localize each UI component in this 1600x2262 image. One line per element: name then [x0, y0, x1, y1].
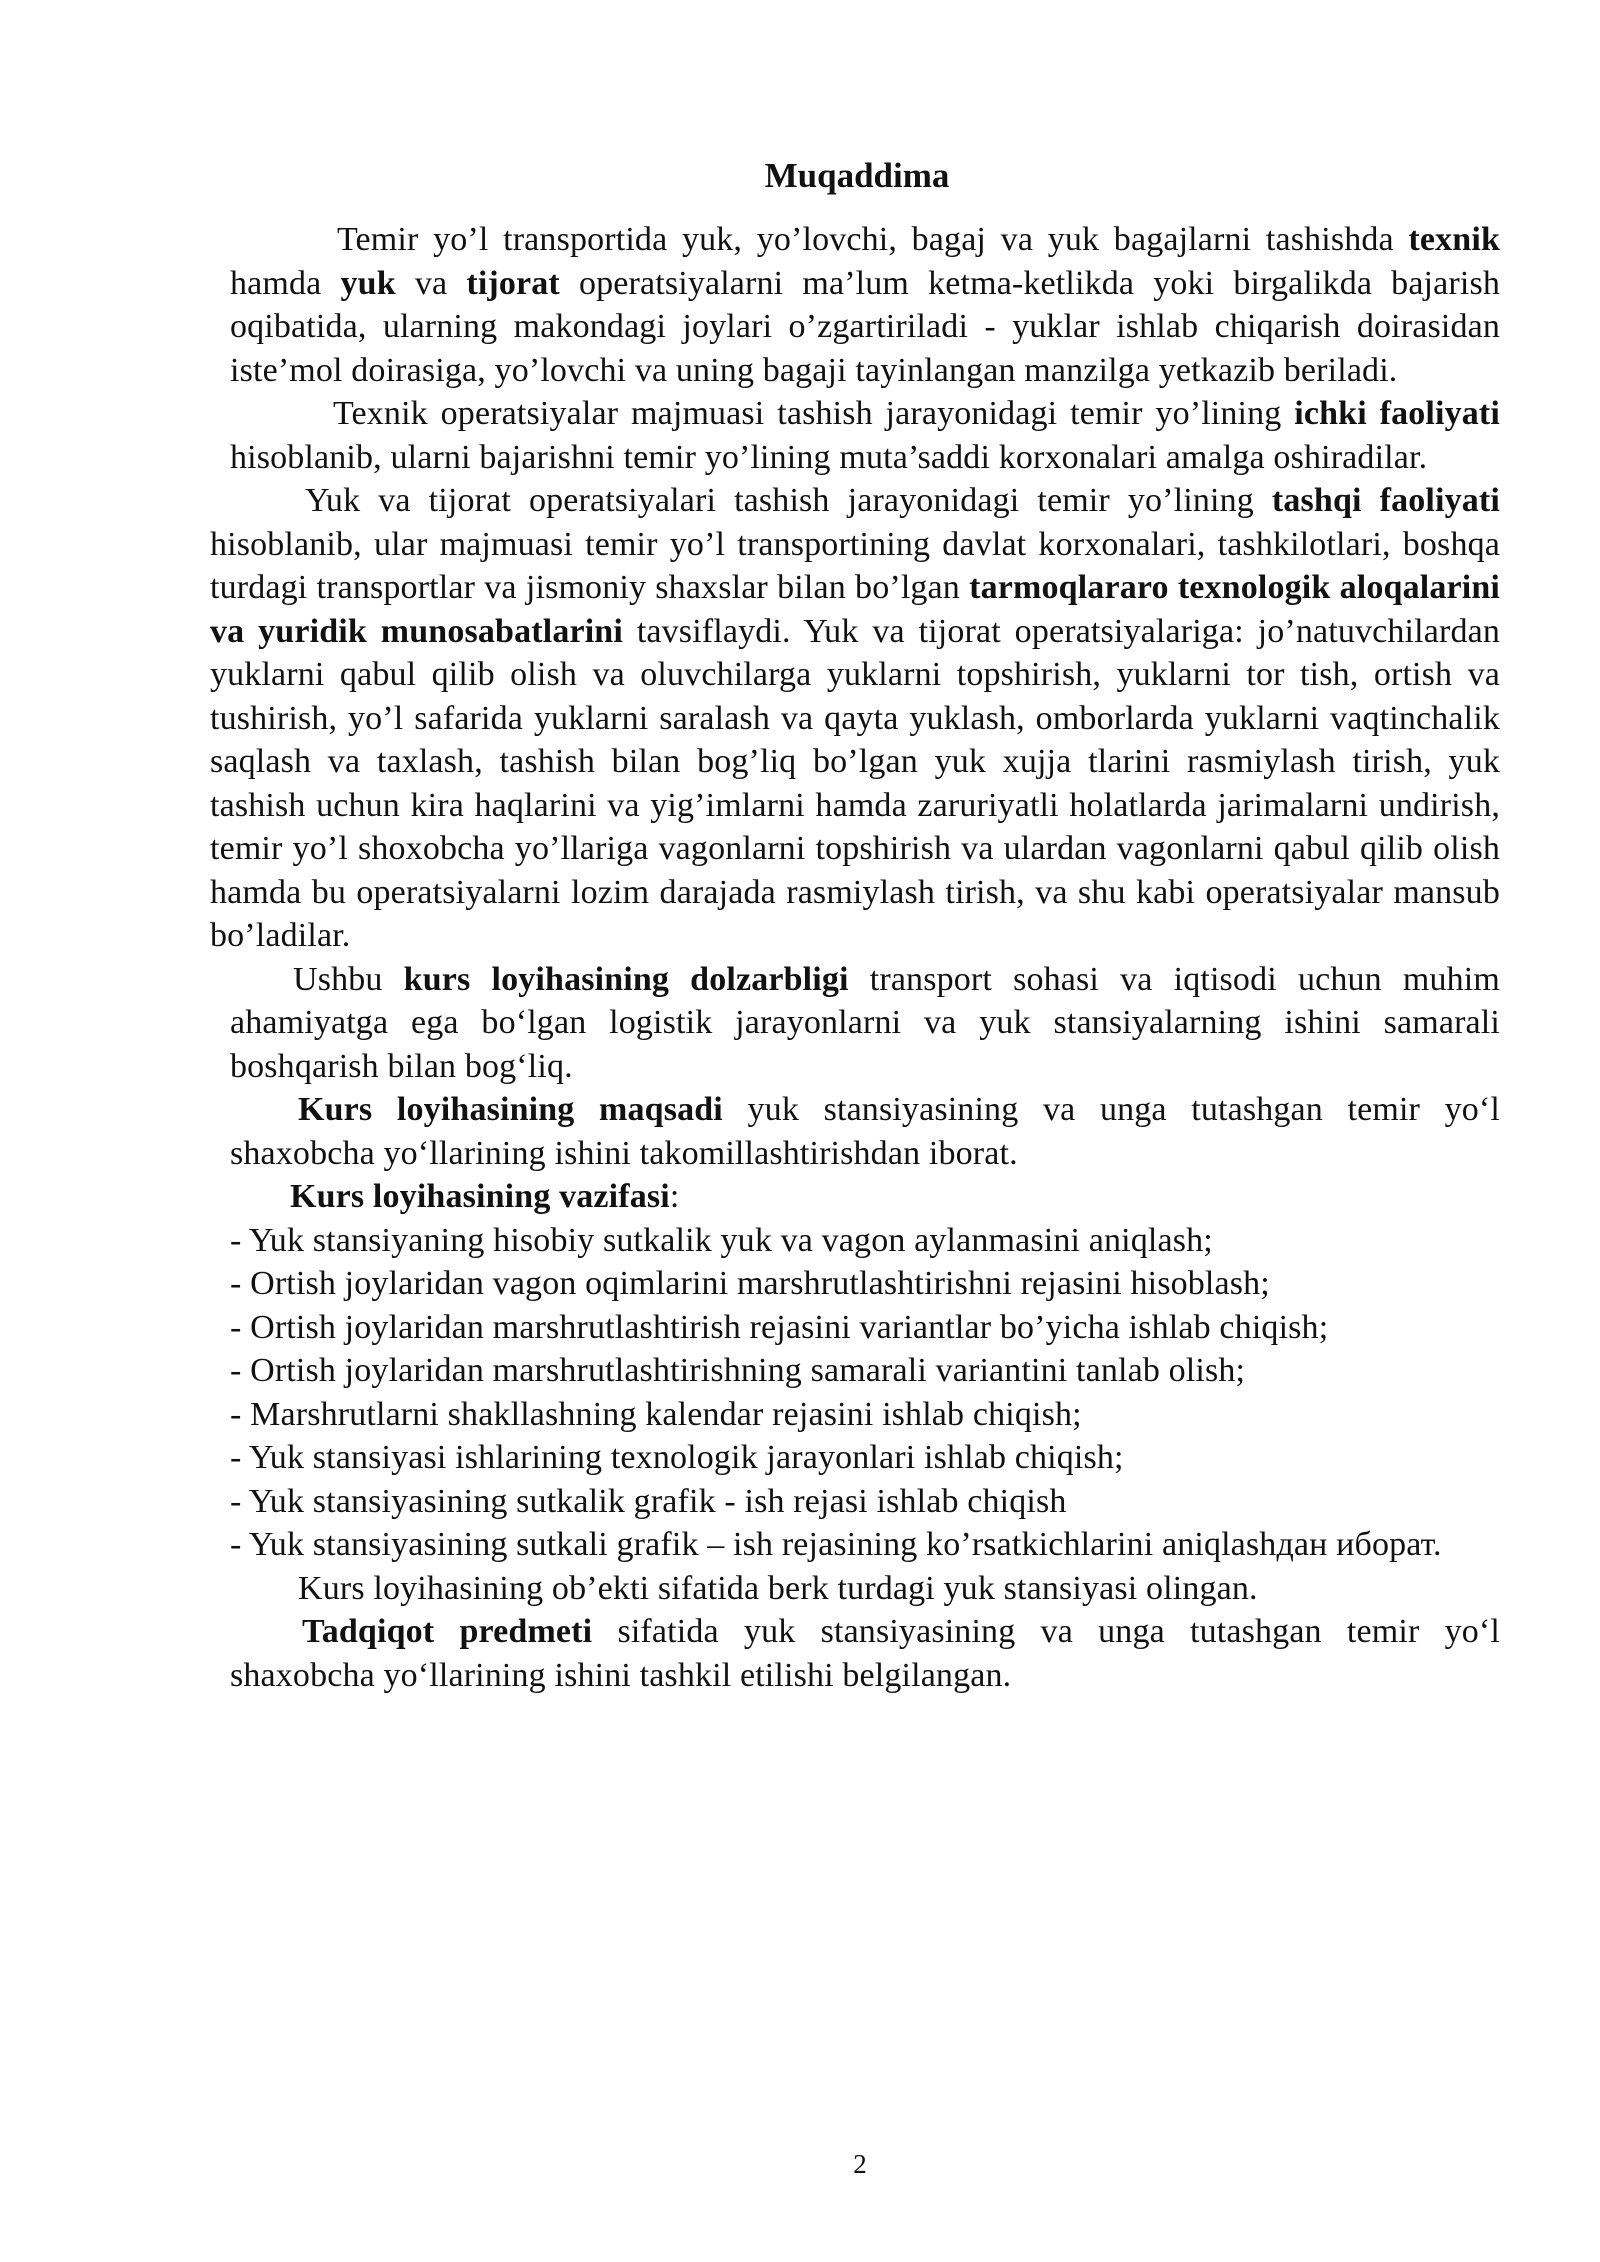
bold-term-dolzarbligi: kurs loyihasining dolzarbligi — [403, 960, 849, 998]
paragraph-relevance — [210, 958, 1500, 1089]
list-item: - Yuk stansiyasining sutkalik grafik - ish rejasi ishlab chiqish — [230, 1482, 1067, 1520]
paragraph-intro — [210, 218, 1500, 392]
list-item: - Yuk stansiyasi ishlarining texnologik jarayonlari ishlab chiqish; — [230, 1439, 1124, 1476]
list-item: - Ortish joylaridan marshrutlashtirishning samarali variantini tanlab olish; — [230, 1352, 1246, 1389]
text-run: hamda — [230, 264, 341, 302]
document-body — [210, 218, 1500, 1697]
text-run: Texnik operatsiyalar majmuasi tashish jarayonidagi temir yo’lining — [333, 395, 1295, 432]
bold-term-tadqiqot-predmeti: Tadqiqot predmeti — [302, 1613, 593, 1650]
paragraph-tasks-heading — [210, 1175, 1500, 1219]
bold-term-ichki-faoliyati: ichki faoliyati — [1294, 395, 1500, 432]
list-item: - Ortish joylaridan marshrutlashtirish rejasini variantlar bo’yicha ishlab chiqish; — [230, 1308, 1329, 1346]
list-item: - Yuk stansiyasining sutkali grafik – ish rejasining ko’rsatkichlarini aniqlashдан иборат. — [230, 1526, 1442, 1563]
bold-term-tijorat: tijorat — [466, 264, 560, 302]
text-run: transport sohasi va iqtisodi uchun muhim ahamiyatga ega bo‘lgan logistik jarayonlarni va yuk stansiyalarning ishini samarali boshqarish bilan bog‘liq. — [230, 960, 1500, 1085]
list-item: - Yuk stansiyaning hisobiy sutkalik yuk va vagon aylanmasini aniqlash; — [230, 1221, 1213, 1259]
page-number: 2 — [853, 2149, 867, 2179]
tasks-list — [210, 1219, 1500, 1567]
text-run: va — [395, 264, 467, 302]
paragraph-subject — [210, 1610, 1500, 1697]
text-run: hisoblanib, ularni bajarishni temir yo’lining muta’saddi korxonalari amalga oshiradilar. — [230, 438, 1428, 476]
text-run: Yuk va tijorat operatsiyalari tashish jarayonidagi temir yo’lining — [305, 482, 1272, 519]
text-run: Ushbu — [293, 960, 404, 998]
paragraph-object — [210, 1567, 1500, 1611]
text-run: tavsiflaydi. Yuk va tijorat operatsiyalariga: jo’natuvchilardan yuklarni qabul qilib olish va oluvchilarga yuklarni topshirish, yuklarni tor tish, ortish va tushirish, yo’l safarida yuklarni saralash va qayta yuklash, omborlarda yuklarni vaqtinchalik saqlash va taxlash, tashish bilan bog’liq bo’lgan yuk xujja tlarini rasmiylash tirish, yuk tashish uchun kira haqlarini va yig’imlarni hamda zaruriyatli holatlarda jarimalarni undirish, temir yo’l shoxobcha yo’llariga vagonlarni topshirish va ulardan vagonlarni qabul qilib olish hamda bu operatsiyalarni lozim darajada rasmiylash tirish, va shu kabi operatsiyalar mansub bo’ladilar. — [210, 612, 1500, 954]
bold-term-tarmoqlararo: tarmoqlararo texnologik aloqalarini va yuridik munosabatlarini — [210, 569, 1500, 650]
text-run: Kurs loyihasining ob’ekti sifatida berk turdagi yuk stansiyasi olingan. — [298, 1569, 1258, 1607]
bold-term-texnik: texnik — [1408, 221, 1500, 258]
paragraph-technical-operations — [210, 392, 1500, 479]
text-run: : — [669, 1178, 680, 1215]
page-title: Muqaddima — [764, 156, 950, 195]
text-run: operatsiyalarni ma’lum ketma-ketlikda yoki birgalikda bajarish oqibatida, ularning makondagi joylari o’zgartiriladi - yuklar ishlab chiqarish doirasidan iste’mol doirasiga, yo’lovchi va uning bagaji tayinlangan manzilga yetkazib beriladi. — [230, 264, 1500, 389]
bold-term-tashqi-faoliyati: tashqi faoliyati — [1271, 482, 1500, 519]
bold-term-maqsadi: Kurs loyihasining maqsadi — [298, 1091, 723, 1128]
text-run: yuk stansiyasining va unga tutashgan temir yo‘l shaxobcha yo‘llarining ishini takomillashtirishdan iborat. — [230, 1091, 1500, 1172]
list-item: - Ortish joylaridan vagon oqimlarini marshrutlashtirishni rejasini hisoblash; — [230, 1265, 1270, 1302]
paragraph-commercial-operations — [210, 479, 1500, 958]
paragraph-goal — [210, 1088, 1500, 1175]
bold-term-yuk: yuk — [340, 264, 396, 302]
bold-term-vazifasi: Kurs loyihasining vazifasi — [290, 1178, 670, 1215]
text-run: sifatida yuk stansiyasining va unga tutashgan temir yo‘l shaxobcha yo‘llarining ishini tashkil etilishi belgilangan. — [230, 1613, 1500, 1694]
list-item: - Marshrutlarni shakllashning kalendar rejasini ishlab chiqish; — [230, 1395, 1082, 1433]
text-run: hisoblanib, ular majmuasi temir yo’l transportining davlat korxonalari, tashkilotlari, boshqa turdagi transportlar va jismoniy shaxslar bilan bo’lgan — [210, 525, 1500, 606]
text-run: Temir yo’l transportida yuk, yo’lovchi, bagaj va yuk bagajlarni tashishda — [337, 221, 1409, 258]
